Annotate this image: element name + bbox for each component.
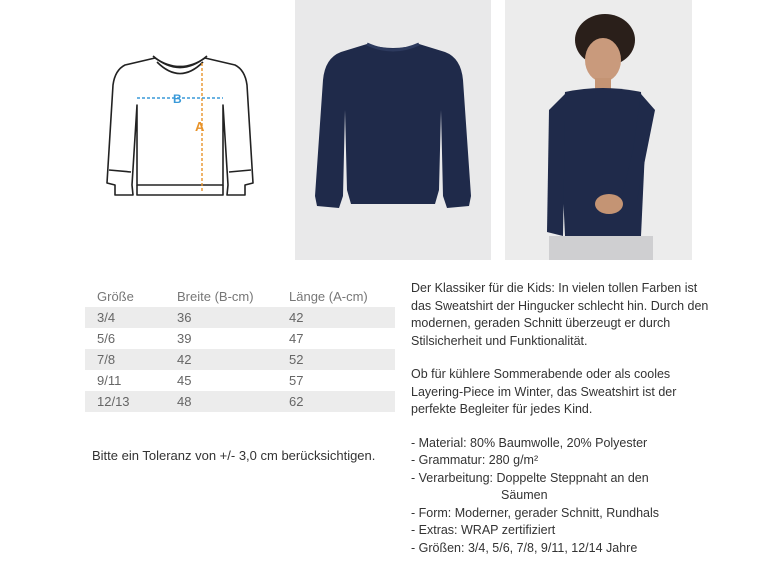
cell-length: 62 <box>289 391 395 412</box>
cell-width: 42 <box>177 349 289 370</box>
cell-length: 52 <box>289 349 395 370</box>
measure-b-label: B <box>173 92 182 106</box>
cell-size: 12/13 <box>85 391 177 412</box>
cell-width: 45 <box>177 373 192 388</box>
table-row <box>85 370 395 391</box>
cell-size: 7/8 <box>85 349 177 370</box>
header-size: Größe <box>97 288 134 304</box>
model-photo <box>505 0 692 260</box>
tolerance-note: Bitte ein Toleranz von +/- 3,0 cm berücksichtigen. <box>92 448 376 463</box>
size-table <box>85 285 395 412</box>
table-row <box>85 328 395 349</box>
table-row <box>85 307 395 328</box>
description-paragraph: Ob für kühlere Sommerabende oder als cooles Layering-Piece im Winter, das Sweatshirt ist der perfekte Begleiter für jedes Kind. <box>411 367 677 416</box>
sweatshirt-image <box>295 0 491 260</box>
size-diagram <box>95 45 265 215</box>
table-row <box>85 349 395 370</box>
table-row <box>85 391 395 412</box>
cell-length: 47 <box>289 331 304 346</box>
description-paragraph: Der Klassiker für die Kids: In vielen tollen Farben ist das Sweatshirt der Hingucker schlecht hin. Durch den modernen, geraden Schnitt überzeugt er durch Stilsicherheit und Funktionalität. <box>411 281 709 348</box>
measure-a-label: A <box>195 119 205 134</box>
model-image <box>505 0 692 260</box>
cell-size: 3/4 <box>85 307 177 328</box>
header-length: Länge (A-cm) <box>289 288 368 304</box>
cell-width: 48 <box>177 391 289 412</box>
feature-item: - Extras: WRAP zertifiziert <box>411 523 556 537</box>
feature-item: Säumen <box>501 488 548 502</box>
cell-width: 36 <box>177 307 289 328</box>
feature-item: - Grammatur: 280 g/m² <box>411 453 539 467</box>
cell-width: 39 <box>177 331 192 346</box>
cell-size: 5/6 <box>97 331 116 346</box>
header-width: Breite (B-cm) <box>177 288 254 304</box>
product-photo <box>295 0 491 260</box>
product-description <box>411 280 711 557</box>
feature-list <box>411 435 711 558</box>
feature-item: - Verarbeitung: Doppelte Steppnaht an den <box>411 470 649 485</box>
cell-size: 9/11 <box>97 373 122 388</box>
cell-length: 57 <box>289 373 304 388</box>
feature-item: - Größen: 3/4, 5/6, 7/8, 9/11, 12/14 Jahre <box>411 540 638 555</box>
feature-item: - Material: 80% Baumwolle, 20% Polyester <box>411 435 648 450</box>
cell-length: 42 <box>289 307 395 328</box>
feature-item: - Form: Moderner, gerader Schnitt, Rundhals <box>411 505 660 520</box>
table-header-row <box>85 285 395 307</box>
